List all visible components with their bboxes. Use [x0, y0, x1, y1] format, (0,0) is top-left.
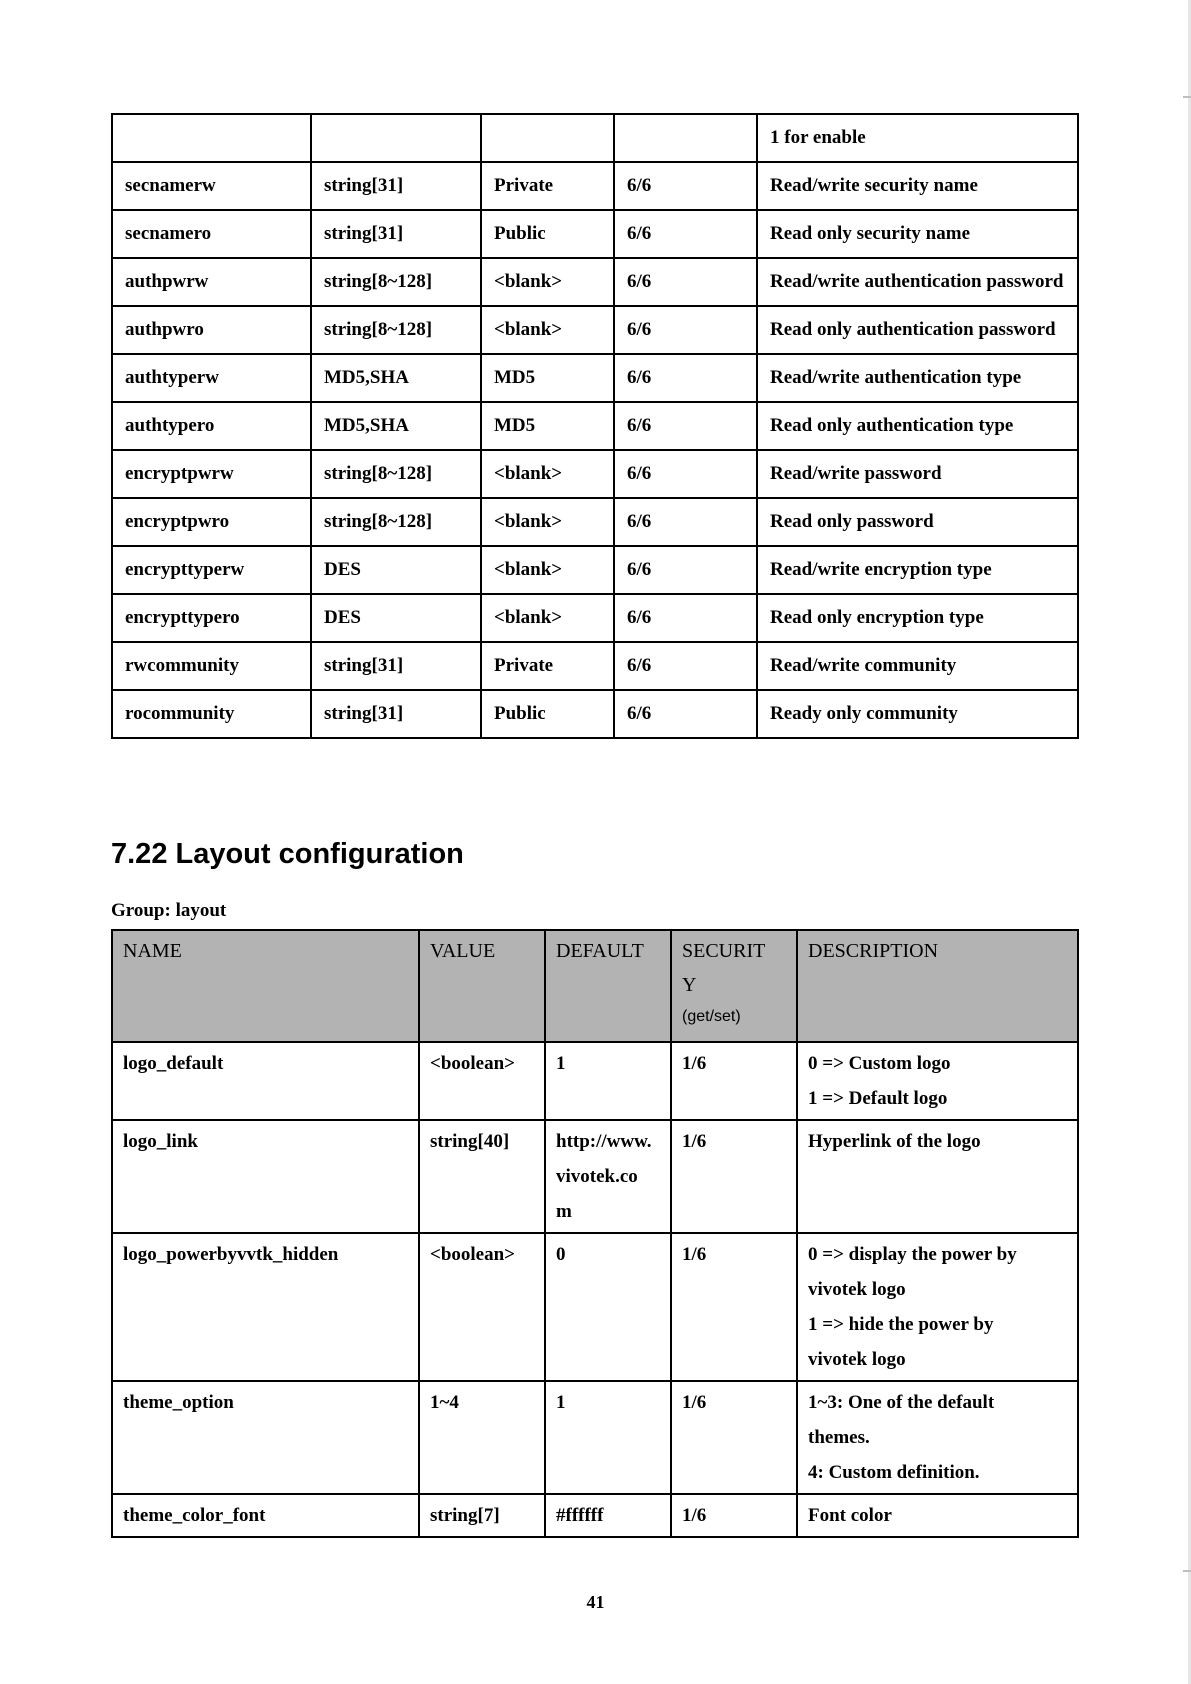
cell-name: logo_powerbyvvtk_hidden [112, 1233, 419, 1381]
cell-description-line: Hyperlink of the logo [808, 1131, 981, 1152]
cell-description: Read only password [757, 498, 1078, 546]
cell-security: 6/6 [614, 162, 757, 210]
cell-security: 6/6 [614, 258, 757, 306]
cell-default: MD5 [481, 354, 614, 402]
cell-description-line: 1 => Default logo [808, 1088, 948, 1109]
cell-type: DES [311, 594, 481, 642]
cell-security: 6/6 [614, 354, 757, 402]
group-label: Group: layout [111, 900, 227, 921]
cell-default: <blank> [481, 450, 614, 498]
section-heading: 7.22 Layout configuration [111, 838, 464, 870]
cell-description: Read/write authentication password [757, 258, 1078, 306]
cell-default: <blank> [481, 306, 614, 354]
cell-description-line: 4: Custom definition. [808, 1462, 980, 1483]
table-row [112, 402, 1078, 450]
page-edge-mark [1183, 96, 1191, 98]
cell-default-line: 1 [556, 1053, 566, 1074]
cell-security: 1/6 [671, 1494, 797, 1537]
table-header-row [112, 930, 1078, 1042]
cell-security: 6/6 [614, 210, 757, 258]
cell-default: MD5 [481, 402, 614, 450]
cell-description [797, 1494, 1078, 1537]
cell-description: Read/write security name [757, 162, 1078, 210]
cell-description-line: themes. [808, 1427, 870, 1448]
cell-description [797, 1381, 1078, 1494]
header-value: VALUE [419, 930, 545, 1042]
cell-value: 1~4 [419, 1381, 545, 1494]
cell-value: string[40] [419, 1120, 545, 1233]
cell-default [545, 1120, 671, 1233]
cell-default-line: http://www. [556, 1131, 652, 1152]
cell-security: 6/6 [614, 594, 757, 642]
cell-description: Read/write community [757, 642, 1078, 690]
cell-value: <boolean> [419, 1042, 545, 1120]
cell-default [545, 1494, 671, 1537]
cell-default: Private [481, 642, 614, 690]
cell-type: MD5,SHA [311, 402, 481, 450]
cell-type: string[31] [311, 210, 481, 258]
cell-description-line: 1~3: One of the default [808, 1392, 995, 1413]
cell-description-line: vivotek logo [808, 1279, 906, 1300]
cell-type: DES [311, 546, 481, 594]
cell-security: 6/6 [614, 402, 757, 450]
cell-description-line: 1 => hide the power by [808, 1314, 994, 1335]
cell-default-line: vivotek.co [556, 1166, 638, 1187]
table-row [112, 498, 1078, 546]
cell-default: <blank> [481, 498, 614, 546]
cell-security: 6/6 [614, 498, 757, 546]
table-row [112, 1494, 1078, 1537]
cell-security: 6/6 [614, 546, 757, 594]
cell-default-line: #ffffff [556, 1505, 604, 1526]
cell-description: Read/write encryption type [757, 546, 1078, 594]
cell-default: <blank> [481, 258, 614, 306]
table-row [112, 306, 1078, 354]
table-row [112, 546, 1078, 594]
cell-default: Public [481, 210, 614, 258]
header-security [671, 930, 797, 1042]
cell-security: 1/6 [671, 1042, 797, 1120]
cell-description: Read only security name [757, 210, 1078, 258]
header-security-line: SECURIT [682, 940, 766, 962]
cell-description [797, 1233, 1078, 1381]
cell-default: Public [481, 690, 614, 738]
header-security-note: (get/set) [682, 1008, 741, 1025]
cell-security: 1/6 [671, 1381, 797, 1494]
cell-name: authpwro [112, 306, 311, 354]
cell-name: logo_default [112, 1042, 419, 1120]
cell-security: 6/6 [614, 450, 757, 498]
cell-security: 1/6 [671, 1233, 797, 1381]
table-row [112, 450, 1078, 498]
cell-name: encryptpwrw [112, 450, 311, 498]
cell-default: Private [481, 162, 614, 210]
cell-name: secnamero [112, 210, 311, 258]
table-row [112, 354, 1078, 402]
cell-description: Ready only community [757, 690, 1078, 738]
cell-type: string[31] [311, 642, 481, 690]
cell-type [311, 114, 481, 162]
cell-default-line: 0 [556, 1244, 566, 1265]
cell-name: rocommunity [112, 690, 311, 738]
cell-type: string[31] [311, 690, 481, 738]
cell-description: 1 for enable [757, 114, 1078, 162]
cell-description-line: Font color [808, 1505, 892, 1526]
cell-name: encryptpwro [112, 498, 311, 546]
cell-name: rwcommunity [112, 642, 311, 690]
cell-description: Read only authentication type [757, 402, 1078, 450]
cell-default: <blank> [481, 594, 614, 642]
cell-name: theme_option [112, 1381, 419, 1494]
page-edge-mark [1183, 1570, 1191, 1572]
cell-type: MD5,SHA [311, 354, 481, 402]
cell-default [481, 114, 614, 162]
table-row [112, 1042, 1078, 1120]
table-row [112, 642, 1078, 690]
cell-security: 6/6 [614, 642, 757, 690]
cell-default: <blank> [481, 546, 614, 594]
header-description: DESCRIPTION [797, 930, 1078, 1042]
cell-name: authpwrw [112, 258, 311, 306]
cell-security: 6/6 [614, 690, 757, 738]
cell-type: string[8~128] [311, 258, 481, 306]
cell-name: authtypero [112, 402, 311, 450]
cell-name: logo_link [112, 1120, 419, 1233]
cell-default [545, 1381, 671, 1494]
cell-security [614, 114, 757, 162]
table-row [112, 258, 1078, 306]
cell-description: Read/write password [757, 450, 1078, 498]
cell-name: theme_color_font [112, 1494, 419, 1537]
table-row [112, 1233, 1078, 1381]
snmp-parameter-table-body [112, 114, 1078, 738]
cell-security: 1/6 [671, 1120, 797, 1233]
cell-default [545, 1233, 671, 1381]
cell-name [112, 114, 311, 162]
cell-description-line: 0 => Custom logo [808, 1053, 951, 1074]
table-row [112, 1381, 1078, 1494]
layout-parameter-table-body [112, 1042, 1078, 1537]
cell-name: encrypttypero [112, 594, 311, 642]
table-row [112, 162, 1078, 210]
table-row [112, 114, 1078, 162]
cell-value: string[7] [419, 1494, 545, 1537]
cell-name: authtyperw [112, 354, 311, 402]
cell-type: string[8~128] [311, 450, 481, 498]
cell-name: encrypttyperw [112, 546, 311, 594]
cell-description-line: 0 => display the power by [808, 1244, 1017, 1265]
cell-name: secnamerw [112, 162, 311, 210]
cell-value: <boolean> [419, 1233, 545, 1381]
header-default: DEFAULT [545, 930, 671, 1042]
cell-default-line: m [556, 1201, 572, 1222]
header-name: NAME [112, 930, 419, 1042]
table-row [112, 1120, 1078, 1233]
cell-security: 6/6 [614, 306, 757, 354]
cell-description: Read only authentication password [757, 306, 1078, 354]
cell-description-line: vivotek logo [808, 1349, 906, 1370]
cell-description [797, 1042, 1078, 1120]
cell-type: string[31] [311, 162, 481, 210]
table-row [112, 594, 1078, 642]
cell-description [797, 1120, 1078, 1233]
header-security-line: Y [682, 974, 697, 996]
table-row [112, 690, 1078, 738]
cell-default-line: 1 [556, 1392, 566, 1413]
cell-type: string[8~128] [311, 498, 481, 546]
table-row [112, 210, 1078, 258]
cell-default [545, 1042, 671, 1120]
snmp-parameter-table [111, 113, 1079, 739]
page-number: 41 [586, 1592, 605, 1612]
cell-description: Read/write authentication type [757, 354, 1078, 402]
cell-type: string[8~128] [311, 306, 481, 354]
cell-description: Read only encryption type [757, 594, 1078, 642]
layout-parameter-table [111, 929, 1079, 1538]
